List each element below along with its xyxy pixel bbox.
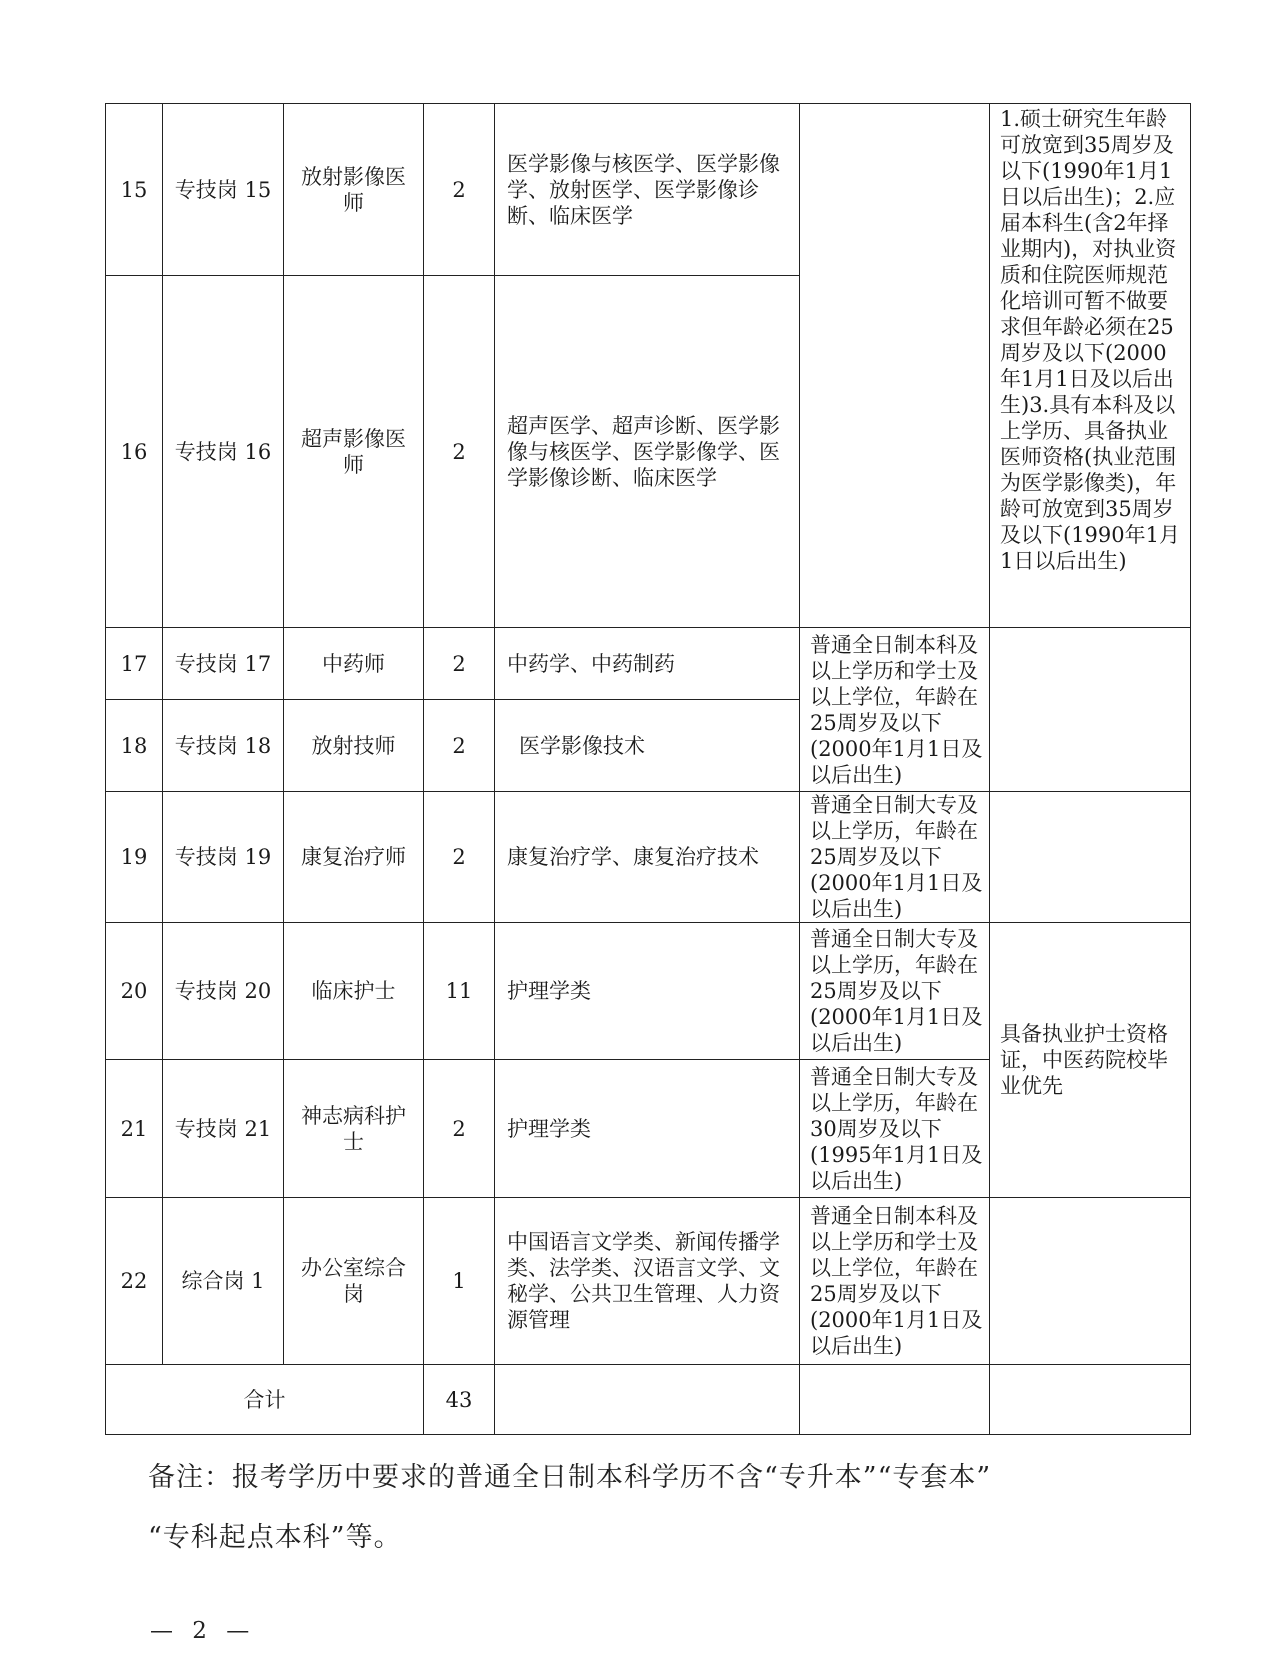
row-title: 康复治疗师 <box>284 792 424 923</box>
total-label: 合计 <box>106 1365 424 1435</box>
row-count: 11 <box>424 923 495 1060</box>
row-count: 2 <box>424 276 495 628</box>
row-major: 护理学类 <box>495 1060 800 1198</box>
remark-line-1: 备注：报考学历中要求的普通全日制本科学历不含“专升本”“专套本” <box>148 1462 992 1493</box>
row-post: 专技岗 18 <box>163 700 284 792</box>
row-no: 21 <box>106 1060 163 1198</box>
row-other-blank <box>990 1198 1191 1365</box>
row-title: 放射影像医师 <box>284 104 424 276</box>
total-count: 43 <box>424 1365 495 1435</box>
row-post: 专技岗 19 <box>163 792 284 923</box>
row-other-blank <box>990 792 1191 923</box>
row-title: 神志病科护士 <box>284 1060 424 1198</box>
page-number: — 2 — <box>150 1618 256 1644</box>
row-post: 专技岗 21 <box>163 1060 284 1198</box>
row-title: 临床护士 <box>284 923 424 1060</box>
table-row <box>106 923 1191 1060</box>
row-no: 18 <box>106 700 163 792</box>
table-row <box>106 628 1191 700</box>
row-title: 办公室综合岗 <box>284 1198 424 1365</box>
row-edu: 普通全日制大专及以上学历，年龄在30周岁及以下(1995年1月1日及以后出生) <box>800 1060 990 1198</box>
row-other-15-16: 1.硕士研究生年龄可放宽到35周岁及以下(1990年1月1日以后出生)；2.应届本科生(含2年择业期内)，对执业资质和住院医师规范化培训可暂不做要求但年龄必须在25周岁及以下(2000年1月1日及以后出生)3.具有本科及以上学历、具备执业医师资格(执业范围为医学影像类)，年龄可放宽到35周岁及以下(1990年1月1日以后出生) <box>990 104 1191 628</box>
total-blank <box>495 1365 800 1435</box>
table-row <box>106 792 1191 923</box>
row-no: 15 <box>106 104 163 276</box>
row-post: 专技岗 17 <box>163 628 284 700</box>
remark-line-2: “专科起点本科”等。 <box>148 1522 402 1553</box>
row-major: 护理学类 <box>495 923 800 1060</box>
row-major: 医学影像与核医学、医学影像学、放射医学、医学影像诊断、临床医学 <box>495 104 800 276</box>
table-row <box>106 1198 1191 1365</box>
row-no: 20 <box>106 923 163 1060</box>
total-blank <box>990 1365 1191 1435</box>
row-title: 放射技师 <box>284 700 424 792</box>
row-other-20-21: 具备执业护士资格证，中医药院校毕业优先 <box>990 923 1191 1198</box>
total-blank <box>800 1365 990 1435</box>
row-post: 综合岗 1 <box>163 1198 284 1365</box>
table-total-row <box>106 1365 1191 1435</box>
row-post: 专技岗 20 <box>163 923 284 1060</box>
recruitment-table <box>105 103 1191 1435</box>
row-title: 超声影像医师 <box>284 276 424 628</box>
row-other-blank <box>990 628 1191 792</box>
row-count: 2 <box>424 700 495 792</box>
row-post: 专技岗 15 <box>163 104 284 276</box>
row-edu: 普通全日制大专及以上学历，年龄在25周岁及以下(2000年1月1日及以后出生) <box>800 792 990 923</box>
row-count: 2 <box>424 1060 495 1198</box>
row-major: 超声医学、超声诊断、医学影像与核医学、医学影像学、医学影像诊断、临床医学 <box>495 276 800 628</box>
row-count: 2 <box>424 628 495 700</box>
row-major: 中国语言文学类、新闻传播学类、法学类、汉语言文学、文秘学、公共卫生管理、人力资源管理 <box>495 1198 800 1365</box>
row-no: 16 <box>106 276 163 628</box>
row-count: 2 <box>424 104 495 276</box>
row-edu: 普通全日制本科及以上学历和学士及以上学位，年龄在25周岁及以下(2000年1月1日及以后出生) <box>800 1198 990 1365</box>
row-edu-blank <box>800 104 990 628</box>
row-major: 康复治疗学、康复治疗技术 <box>495 792 800 923</box>
row-title: 中药师 <box>284 628 424 700</box>
row-no: 22 <box>106 1198 163 1365</box>
row-edu: 普通全日制大专及以上学历，年龄在25周岁及以下(2000年1月1日及以后出生) <box>800 923 990 1060</box>
row-major: 中药学、中药制药 <box>495 628 800 700</box>
row-no: 17 <box>106 628 163 700</box>
row-count: 1 <box>424 1198 495 1365</box>
row-edu-17-18: 普通全日制本科及以上学历和学士及以上学位，年龄在25周岁及以下(2000年1月1日及以后出生) <box>800 628 990 792</box>
row-no: 19 <box>106 792 163 923</box>
row-count: 2 <box>424 792 495 923</box>
row-post: 专技岗 16 <box>163 276 284 628</box>
row-major: 医学影像技术 <box>495 700 800 792</box>
table-row <box>106 104 1191 276</box>
